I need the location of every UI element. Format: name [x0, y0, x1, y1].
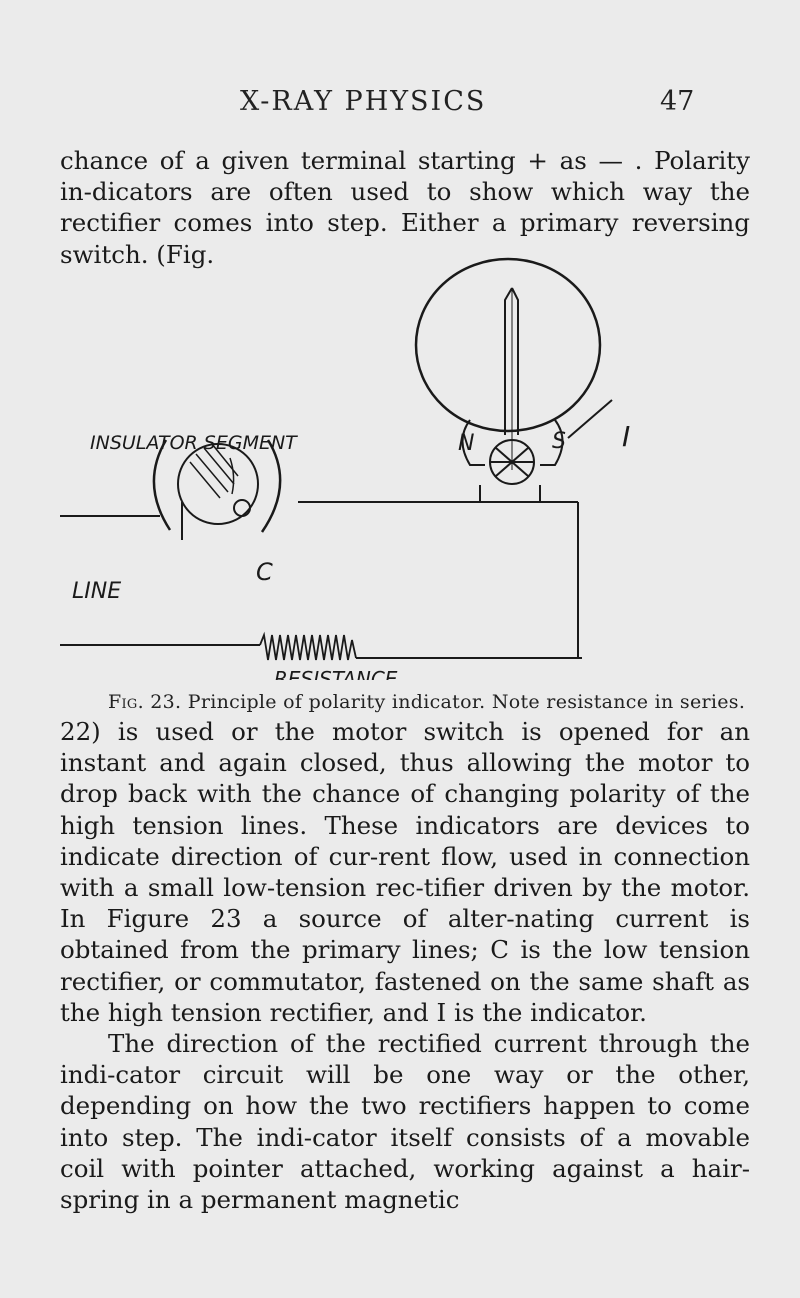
figure-23 [0, 240, 800, 680]
running-title: X-RAY PHYSICS [240, 86, 487, 117]
label-south-pole: S [552, 429, 566, 454]
running-head [0, 86, 800, 126]
paragraph-2: 22) is used or the motor switch is opened for an instant and again closed, thus allowing the motor to drop back with the chance of changing polarity of the high tension lines. These indicators are devices to indicate direction of cur-rent flow, used in connection with a small low-tension rec-tifier driven by the motor. In Figure 23 a source of alter-nating current is obtained from the primary lines; C is the low tension rectifier, or commutator, fastened on the same shaft as the high tension rectifier, and I is the indicator. [60, 717, 750, 1027]
label-commutator: C [256, 558, 273, 586]
label-indicator: I [622, 420, 631, 453]
page-number: 47 [660, 86, 695, 117]
paragraph-2-container [60, 716, 750, 1215]
label-resistance: RESISTANCE [274, 667, 398, 680]
commutator-drum [178, 444, 258, 524]
polarity-indicator-diagram [0, 240, 800, 680]
figure-caption [108, 691, 745, 713]
paragraph-3: The direction of the rectified current through the indi-cator circuit will be one way or the other, depending on how the two rectifiers happen to come into step. The indi-cator itself consists of a movable coil with pointer attached, working against a hair-spring in a permanent magnetic [60, 1029, 750, 1215]
commutator-shaft [234, 500, 250, 516]
caption-text: Principle of polarity indicator. Note resistance in series. [187, 691, 746, 713]
indicator-casing [416, 259, 600, 431]
label-line: LINE [72, 579, 122, 604]
label-north-pole: N [458, 431, 475, 456]
caption-prefix: Fig. 23. [108, 691, 182, 713]
label-insulator-segment: INSULATOR SEGMENT [90, 432, 297, 454]
paragraph-1: chance of a given terminal starting + as — . Polarity in-dicators are often used to show which way the rectifier comes into step. Either a primary reversing switch. (Fig. [60, 146, 750, 269]
resistance-coil [260, 635, 356, 660]
